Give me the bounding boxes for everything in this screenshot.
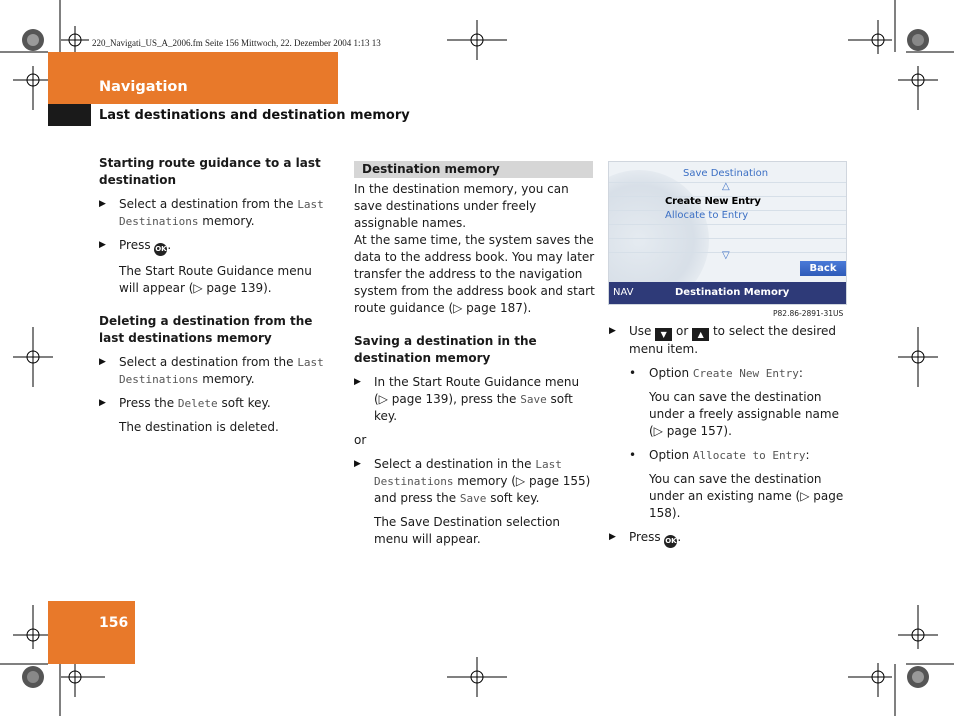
- status-nav-label: NAV: [613, 287, 634, 298]
- ok-button-icon: OK: [664, 535, 677, 548]
- note-save-menu: The Save Destination selection menu will appear.: [374, 515, 561, 546]
- intro-paragraph-1: In the destination memory, you can save destinations under freely assignable names.: [354, 182, 569, 230]
- step-arrow-icon: ▶: [354, 459, 361, 469]
- option-create-new-entry: • Option Create New Entry:: [629, 366, 803, 380]
- column-left: [99, 155, 329, 436]
- option-allocate-to-entry: • Option Allocate to Entry:: [629, 448, 810, 462]
- up-key-icon: ▲: [692, 328, 709, 341]
- note-allocate-to-entry: You can save the destination under an existing name (▷ page 158).: [649, 472, 844, 520]
- step-arrow-icon: ▶: [609, 532, 616, 542]
- step-arrow-icon: ▶: [99, 240, 106, 250]
- step-arrow-icon: ▶: [99, 398, 106, 408]
- ok-button-icon: OK: [154, 243, 167, 256]
- screen-menu-title: Save Destination: [683, 168, 769, 179]
- step-use-arrows: ▶ Use ▼ or ▲ to select the desired menu item.: [609, 324, 837, 356]
- bullet-icon: •: [629, 448, 637, 462]
- step-press-delete: ▶ Press the Delete soft key.: [99, 396, 271, 410]
- screen-status-bar: [609, 282, 846, 304]
- step-press-ok-final: ▶ Press OK.: [609, 529, 849, 548]
- or-separator: or: [354, 433, 367, 447]
- screen-illustration: [608, 161, 847, 305]
- note-destination-deleted: The destination is deleted.: [119, 420, 279, 434]
- column-right: [609, 323, 849, 548]
- step-arrow-icon: ▶: [99, 357, 106, 367]
- heading-destination-memory: Destination memory: [354, 161, 593, 178]
- page-number: 156: [99, 615, 129, 631]
- heading-start-route-guidance: Starting route guidance to a last destination: [99, 156, 321, 187]
- scroll-down-icon: ▽: [722, 250, 730, 261]
- heading-saving-destination: Saving a destination in the destination memory: [354, 334, 537, 365]
- step-select-destination-delete: ▶ Select a destination from the Last Destinations memory.: [99, 355, 324, 386]
- intro-paragraph-2: At the same time, the system saves the data to the address book. You may later transfer the address to the navigation system from the address book and start route guidance (▷ page 187).: [354, 233, 595, 315]
- note-create-new-entry: You can save the destination under a freely assignable name (▷ page 157).: [649, 390, 839, 438]
- page-subtitle: Last destinations and destination memory: [99, 108, 410, 123]
- step-select-destination: ▶ Select a destination from the Last Destinations memory.: [99, 197, 324, 228]
- step-arrow-icon: ▶: [609, 326, 616, 336]
- figure-code: P82.86-2891-31US: [773, 309, 844, 318]
- heading-delete-destination: Deleting a destination from the last destinations memory: [99, 314, 313, 345]
- status-title: Destination Memory: [675, 287, 790, 298]
- note-start-route-menu: The Start Route Guidance menu will appear (▷ page 139).: [119, 264, 312, 295]
- menu-item-allocate-to-entry[interactable]: Allocate to Entry: [665, 210, 749, 221]
- bullet-icon: •: [629, 366, 637, 380]
- menu-item-create-new-entry[interactable]: Create New Entry: [665, 196, 761, 207]
- header-file-info: 220_Navigati_US_A_2006.fm Seite 156 Mittwoch, 22. Dezember 2004 1:13 13: [92, 38, 381, 48]
- step-arrow-icon: ▶: [354, 377, 361, 387]
- step-press-save: ▶ In the Start Route Guidance menu (▷ page 139), press the Save soft key.: [354, 375, 580, 423]
- subtitle-marker: [48, 104, 91, 126]
- back-button[interactable]: Back: [800, 261, 846, 276]
- step-press-ok: ▶ Press OK.: [99, 237, 329, 256]
- section-tab: [48, 52, 338, 104]
- column-middle: [354, 181, 596, 548]
- section-title: Navigation: [99, 79, 188, 95]
- down-key-icon: ▼: [655, 328, 672, 341]
- page-number-tab: [48, 601, 135, 664]
- scroll-up-icon: △: [722, 181, 730, 192]
- step-select-last-destination: ▶ Select a destination in the Last Destinations memory (▷ page 155) and press the Save soft key.: [354, 457, 591, 505]
- step-arrow-icon: ▶: [99, 199, 106, 209]
